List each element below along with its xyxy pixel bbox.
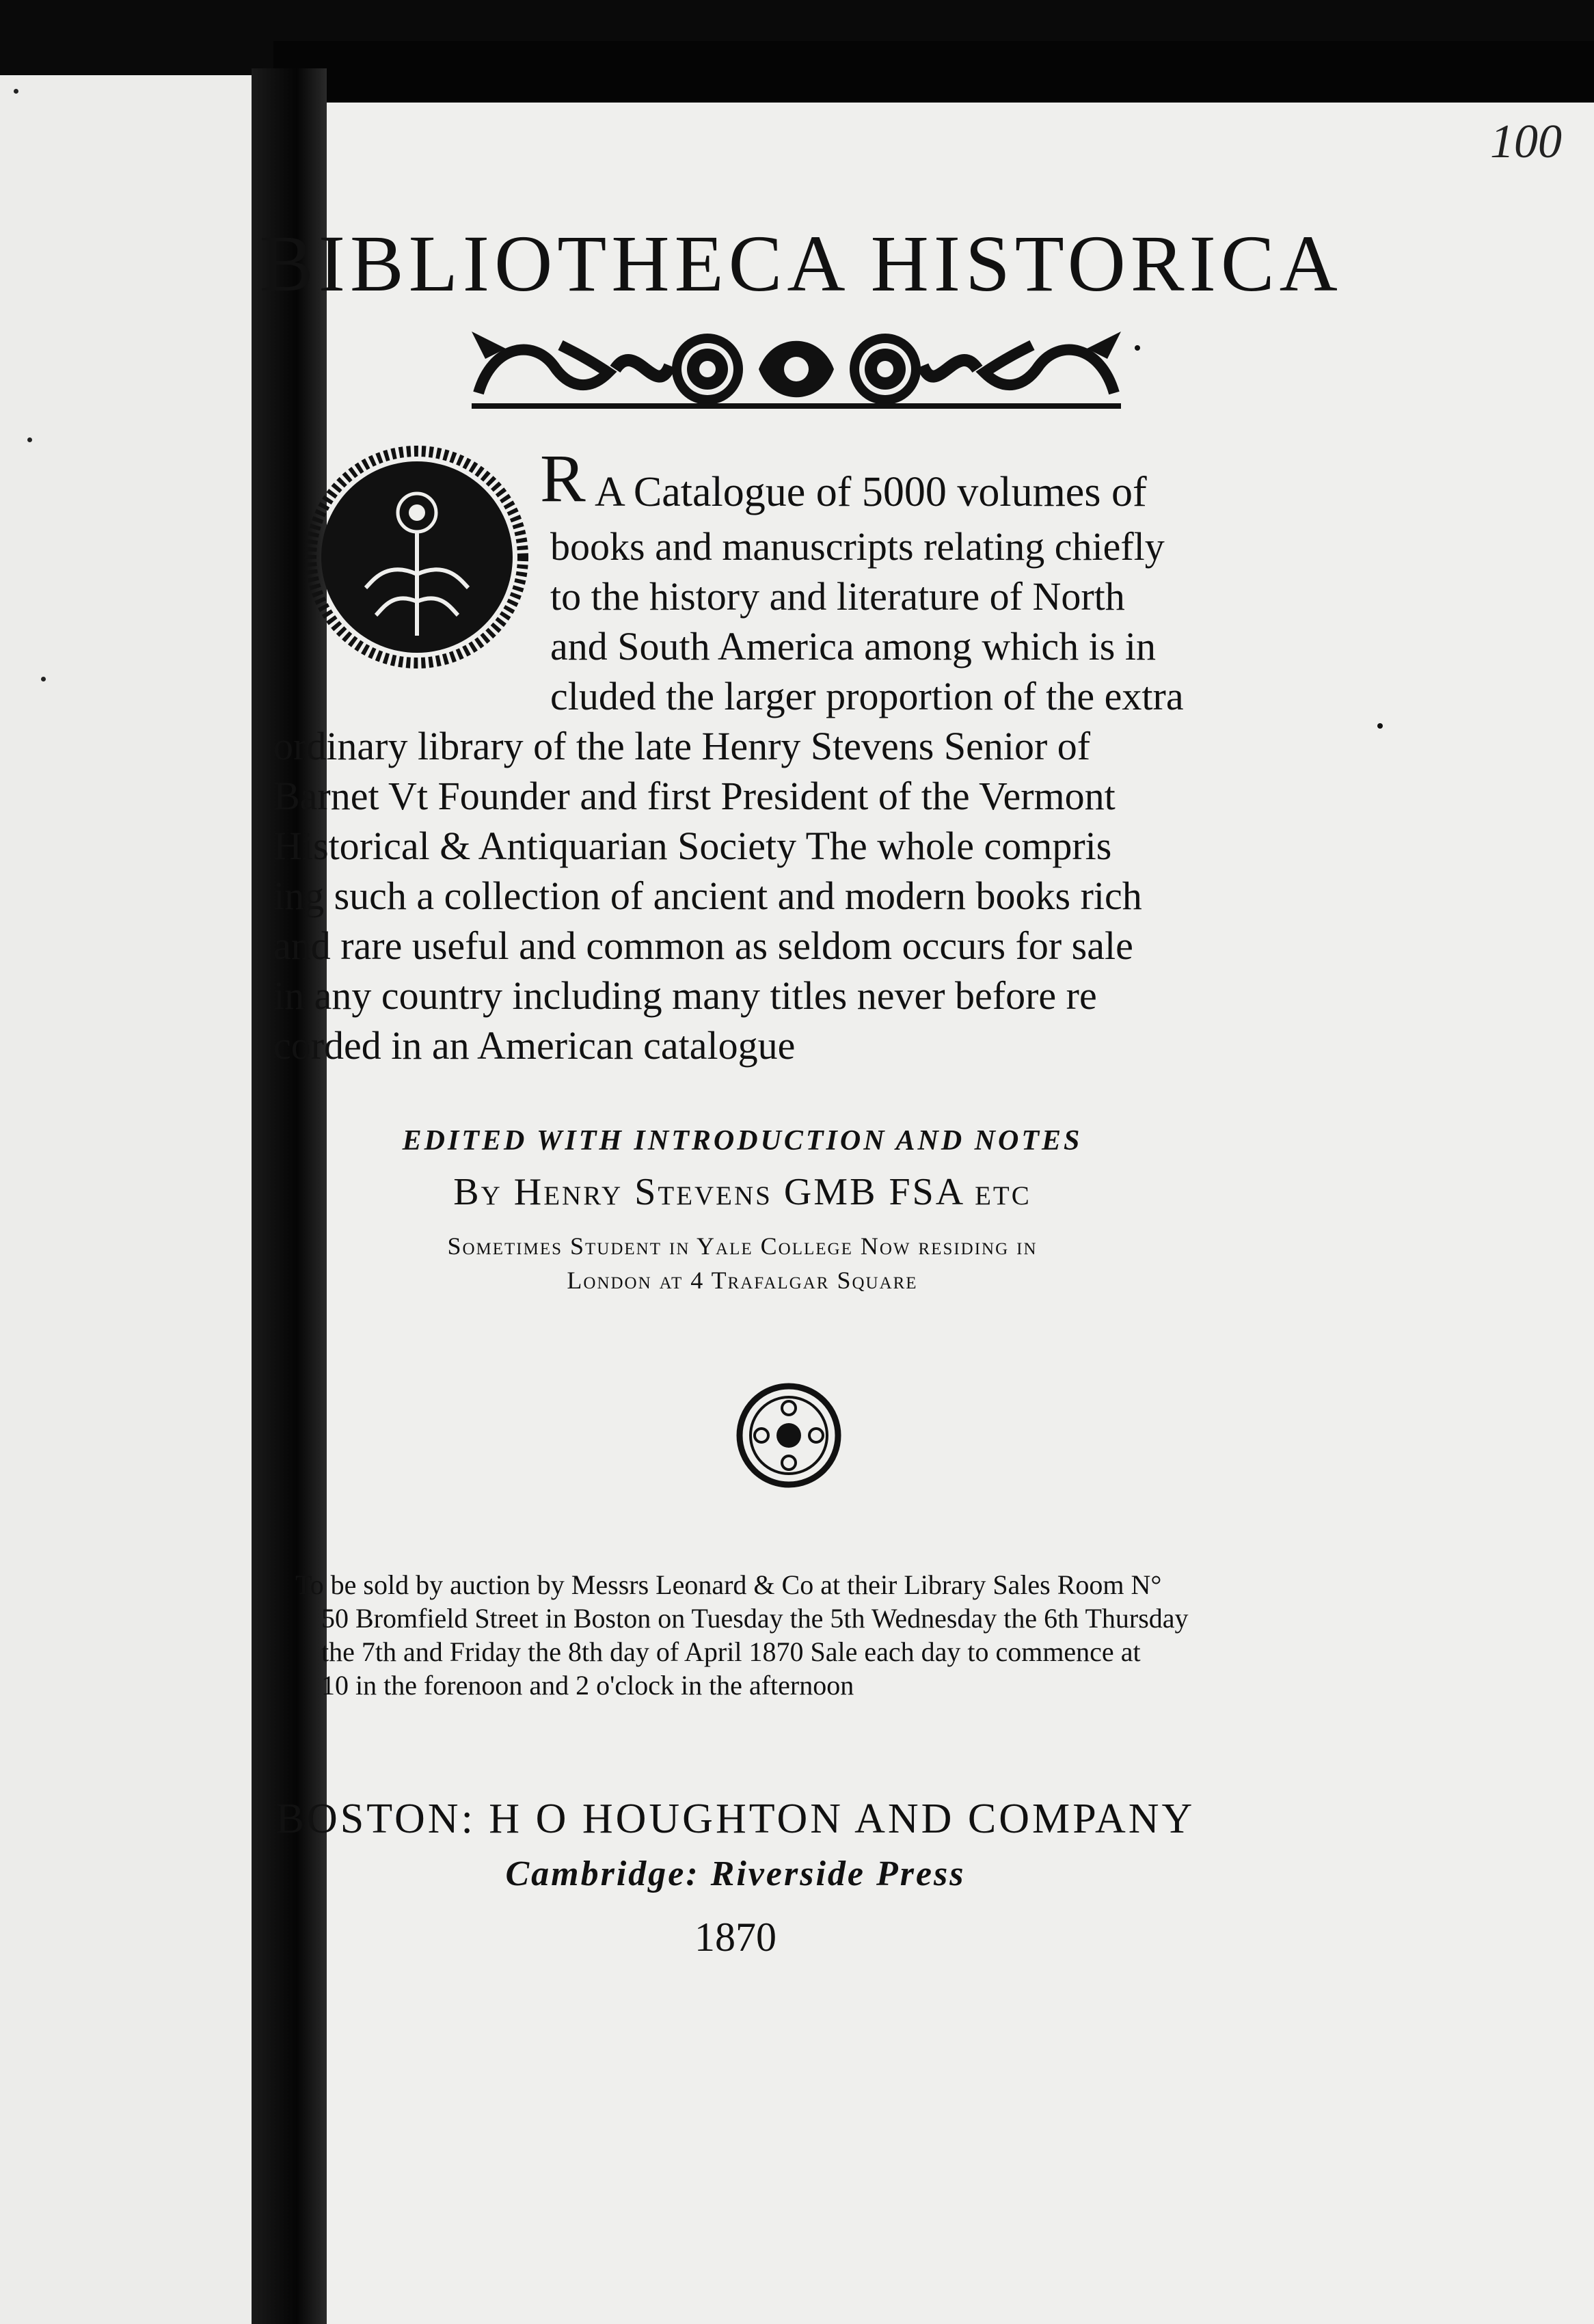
press-line: Cambridge: Riverside Press bbox=[505, 1854, 966, 1893]
editor-address: London at 4 Trafalgar Square bbox=[567, 1267, 918, 1294]
sunflower-medallion-icon bbox=[304, 444, 530, 670]
body-line: and rare useful and common as seldom occurs for sale bbox=[273, 923, 1133, 968]
publisher-line: BOSTON: H O HOUGHTON AND COMPANY bbox=[275, 1796, 1196, 1842]
body-line: and South America among which is in bbox=[550, 624, 1156, 668]
page-title: BIBLIOTHECA HISTORICA bbox=[260, 219, 1342, 308]
sale-notice-line: 10 in the forenoon and 2 o'clock in the afternoon bbox=[321, 1670, 854, 1701]
body-line: in any country including many titles never before re bbox=[273, 973, 1097, 1018]
drop-cap: R bbox=[540, 440, 586, 516]
body-line: Barnet Vt Founder and first President of the Vermont bbox=[273, 774, 1116, 818]
speck bbox=[1135, 345, 1140, 351]
body-line: to the history and literature of North bbox=[550, 574, 1125, 619]
editor-credit-heading: EDITED WITH INTRODUCTION AND NOTES bbox=[402, 1125, 1083, 1157]
body-line: A Catalogue of 5000 volumes of bbox=[595, 469, 1147, 515]
editor-affiliation: Sometimes Student in Yale College Now residing in bbox=[447, 1232, 1038, 1260]
sale-notice-line: the 7th and Friday the 8th day of April 1870 Sale each day to commence at bbox=[321, 1636, 1141, 1667]
body-line: Historical & Antiquarian Society The whole compris bbox=[273, 824, 1112, 868]
publication-year: 1870 bbox=[694, 1915, 776, 1960]
sale-notice-line: To be sold by auction by Messrs Leonard & Co at their Library Sales Room N° bbox=[295, 1569, 1162, 1600]
page-number: 100 bbox=[1490, 116, 1562, 168]
body-line: ing such a collection of ancient and modern books rich bbox=[273, 874, 1142, 918]
sale-notice-line: 50 Bromfield Street in Boston on Tuesday the 5th Wednesday the 6th Thursday bbox=[321, 1603, 1189, 1634]
dragon-rosette-ornament-icon bbox=[472, 318, 1121, 420]
body-line: ordinary library of the late Henry Stevens Senior of bbox=[273, 724, 1091, 768]
body-line: corded in an American catalogue bbox=[273, 1023, 796, 1068]
body-line: cluded the larger proportion of the extra bbox=[550, 674, 1184, 718]
editor-name: By Henry Stevens GMB FSA etc bbox=[453, 1171, 1031, 1213]
body-line: books and manuscripts relating chiefly bbox=[550, 524, 1165, 569]
printer-seal-icon bbox=[734, 1381, 843, 1490]
speck bbox=[1377, 723, 1383, 729]
